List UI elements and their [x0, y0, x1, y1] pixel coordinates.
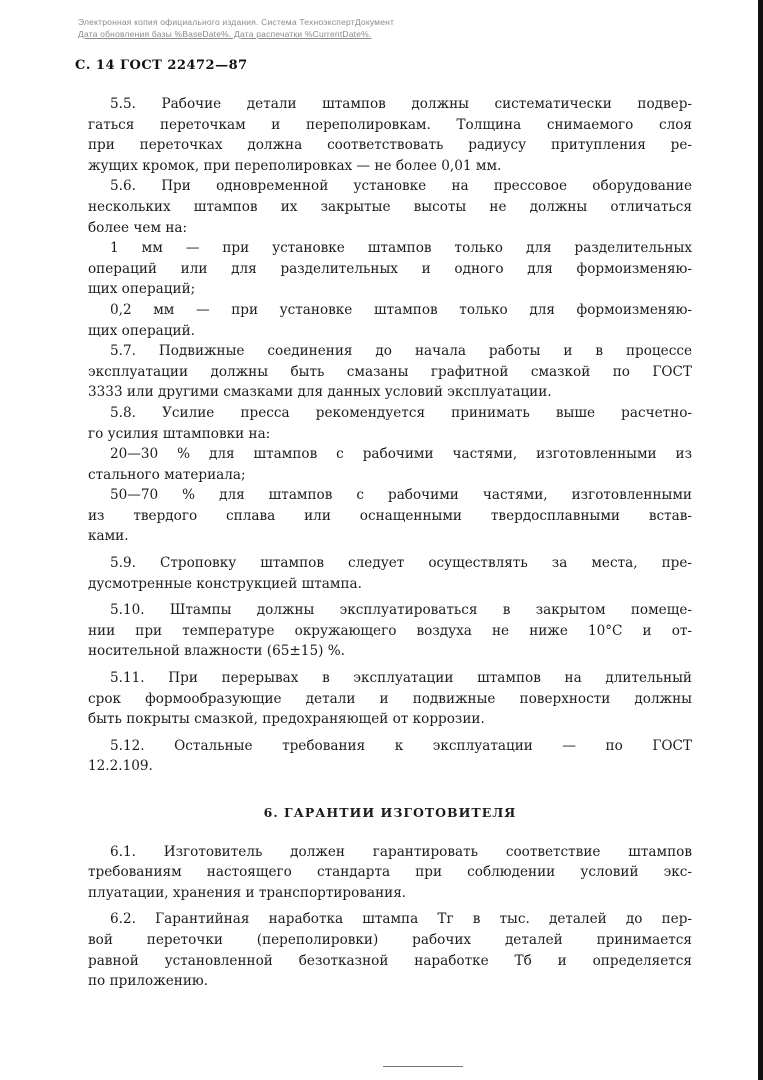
paragraph-6-1 — [88, 842, 692, 904]
page-header: С. 14 ГОСТ 22472—87 — [75, 58, 248, 73]
text-line: 0,2 мм — при установке штампов только для формоизменяю- — [110, 301, 692, 318]
text-line: 5.11. При перерывах в эксплуатации штампов на длительный — [110, 670, 692, 687]
text-line: 5.12. Остальные требования к эксплуатации — по ГОСТ — [110, 737, 692, 754]
text-line: нескольких штампов их закрытые высоты не должны отличаться — [88, 198, 692, 215]
text-line: более чем на: — [88, 219, 188, 236]
text-line: стального материала; — [88, 466, 246, 483]
text-line: 12.2.109. — [88, 758, 153, 775]
paragraph-5-12 — [88, 736, 692, 777]
text-line: дусмотренные конструкцией штампа. — [88, 575, 362, 592]
watermark-line-1: Электронная копия официального издания. Система ТехноэкспертДокумент — [78, 17, 395, 27]
paragraph-6-2 — [88, 909, 692, 991]
text-line: 5.7. Подвижные соединения до начала работы и в процессе — [110, 343, 692, 360]
text-line: 5.9. Строповку штампов следует осуществлять за места, пре- — [110, 555, 692, 572]
text-line: равной установленной безотказной наработке Тб и определяется — [88, 952, 692, 969]
text-line: требованиям настоящего стандарта при соблюдении условий экс- — [88, 864, 692, 881]
paragraph-5-10 — [88, 600, 692, 662]
list-item-1mm — [88, 238, 692, 300]
text-line: 6.1. Изготовитель должен гарантировать соответствие штампов — [110, 843, 692, 860]
text-line: срок формообразующие детали и подвижные поверхности должны — [88, 690, 692, 707]
text-line: плуатации, хранения и транспортирования. — [88, 884, 407, 901]
text-line: носительной влажности (65±15) %. — [88, 643, 345, 660]
paragraph-5-9 — [88, 553, 692, 594]
watermark-line-2: Дата обновления базы %BaseDate%. Дата распечатки %CurrentDate%. — [78, 29, 372, 39]
text-line: эксплуатации должны быть смазаны графитной смазкой по ГОСТ — [88, 363, 692, 380]
list-item-0-2mm — [88, 300, 692, 341]
text-line: нии при температуре окружающего воздуха не ниже 10°С и от- — [88, 622, 692, 639]
text-line: по приложению. — [88, 973, 209, 990]
text-line: 50—70 % для штампов с рабочими частями, изготовленными — [110, 487, 692, 504]
list-item-50-70 — [88, 485, 692, 547]
text-line: 6.2. Гарантийная наработка штампа Тг в тыс. деталей до пер- — [110, 911, 692, 928]
paragraph-5-7 — [88, 341, 692, 403]
text-line: 5.5. Рабочие детали штампов должны систематически подвер- — [110, 96, 692, 112]
text-line: при переточках должна соответствовать радиусу притупления ре- — [88, 137, 692, 154]
document-body — [88, 94, 692, 992]
section-title: 6. ГАРАНТИИ ИЗГОТОВИТЕЛЯ — [263, 805, 517, 820]
text-line: 5.8. Усилие пресса рекомендуется принимать выше расчетно- — [110, 404, 692, 421]
text-line: щих операций; — [88, 281, 196, 298]
text-line: 1 мм — при установке штампов только для разделительных — [110, 240, 692, 257]
text-line: 3333 или другими смазками для данных условий эксплуатации. — [88, 384, 552, 401]
paragraph-5-11 — [88, 668, 692, 730]
footer-rule — [383, 1066, 463, 1067]
text-line: 5.6. При одновременной установке на прессовое оборудование — [110, 178, 692, 195]
text-line: из твердого сплава или оснащенными твердосплавными встав- — [88, 507, 692, 524]
paragraph-5-6 — [88, 176, 692, 238]
text-line: быть покрыты смазкой, предохраняющей от коррозии. — [88, 711, 485, 728]
text-line: го усилия штамповки на: — [88, 425, 271, 442]
paragraph-5-8 — [88, 403, 692, 444]
text-line: ками. — [88, 528, 129, 545]
watermark — [78, 16, 598, 40]
text-line: жущих кромок, при переполировках — не более 0,01 мм. — [88, 157, 502, 174]
text-line: 5.10. Штампы должны эксплуатироваться в закрытом помеще- — [110, 602, 692, 619]
text-line: 20—30 % для штампов с рабочими частями, изготовленными из — [110, 446, 692, 463]
text-line: щих операций. — [88, 322, 195, 339]
list-item-20-30 — [88, 444, 692, 485]
paragraph-5-5 — [88, 94, 692, 176]
text-line: операций или для разделительных и одного для формоизменяю- — [88, 260, 692, 277]
text-line: гаться переточкам и переполировкам. Толщина снимаемого слоя — [88, 116, 692, 133]
scan-edge — [758, 0, 763, 1080]
text-line: вой переточки (переполировки) рабочих деталей принимается — [88, 931, 692, 948]
